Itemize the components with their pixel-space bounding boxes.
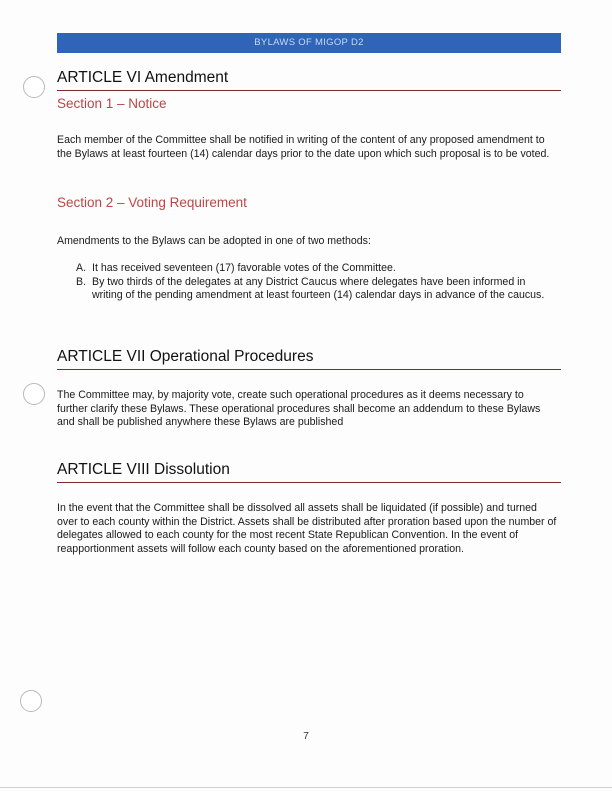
- section-1-heading: Section 1 – Notice: [57, 96, 167, 111]
- list-marker: B.: [76, 275, 87, 288]
- voting-methods-list: [76, 262, 558, 303]
- article-viii-heading: ARTICLE VIII Dissolution: [57, 461, 561, 483]
- article-vii-heading: ARTICLE VII Operational Procedures: [57, 348, 561, 370]
- list-marker: A.: [76, 262, 87, 274]
- article-vi-heading: ARTICLE VI Amendment: [57, 69, 561, 91]
- page-number: 7: [303, 731, 309, 742]
- binder-hole-middle: [23, 383, 45, 405]
- section-2-heading: Section 2 – Voting Requirement: [57, 195, 247, 210]
- section-2-text: Amendments to the Bylaws can be adopted in one of two methods:: [57, 235, 371, 247]
- binder-hole-bottom: [20, 690, 42, 712]
- list-item: [76, 262, 558, 276]
- list-item-text: It has received seventeen (17) favorable votes of the Committee.: [92, 262, 396, 274]
- binder-hole-top: [23, 76, 45, 98]
- section-1-text: Each member of the Committee shall be notified in writing of the content of any proposed amendment to the Bylaws at least fourteen (14) calendar days prior to the date upon which such proposal is to be voted.: [57, 134, 550, 160]
- running-header: BYLAWS OF MIGOP D2: [57, 33, 561, 53]
- list-item-text: By two thirds of the delegates at any District Caucus where delegates have been informed in writing of the pending amendment at least fourteen (14) calendar days in advance of the caucus.: [92, 275, 545, 301]
- article-vii-text: The Committee may, by majority vote, create such operational procedures as it deems necessary to further clarify these Bylaws. These operational procedures shall become an addendum to these Bylaws and shall be published anywhere these Bylaws are published: [57, 389, 541, 428]
- list-item: [76, 276, 558, 303]
- page-edge-line: [0, 787, 612, 788]
- article-viii-text: In the event that the Committee shall be dissolved all assets shall be liquidated (if possible) and turned over to each county within the District. Assets shall be distributed after proration based upon the number of delegates allowed to each county for the most recent State Republican Convention. In the event of reapportionment assets will follow each county based on the aforementioned proration.: [57, 502, 557, 555]
